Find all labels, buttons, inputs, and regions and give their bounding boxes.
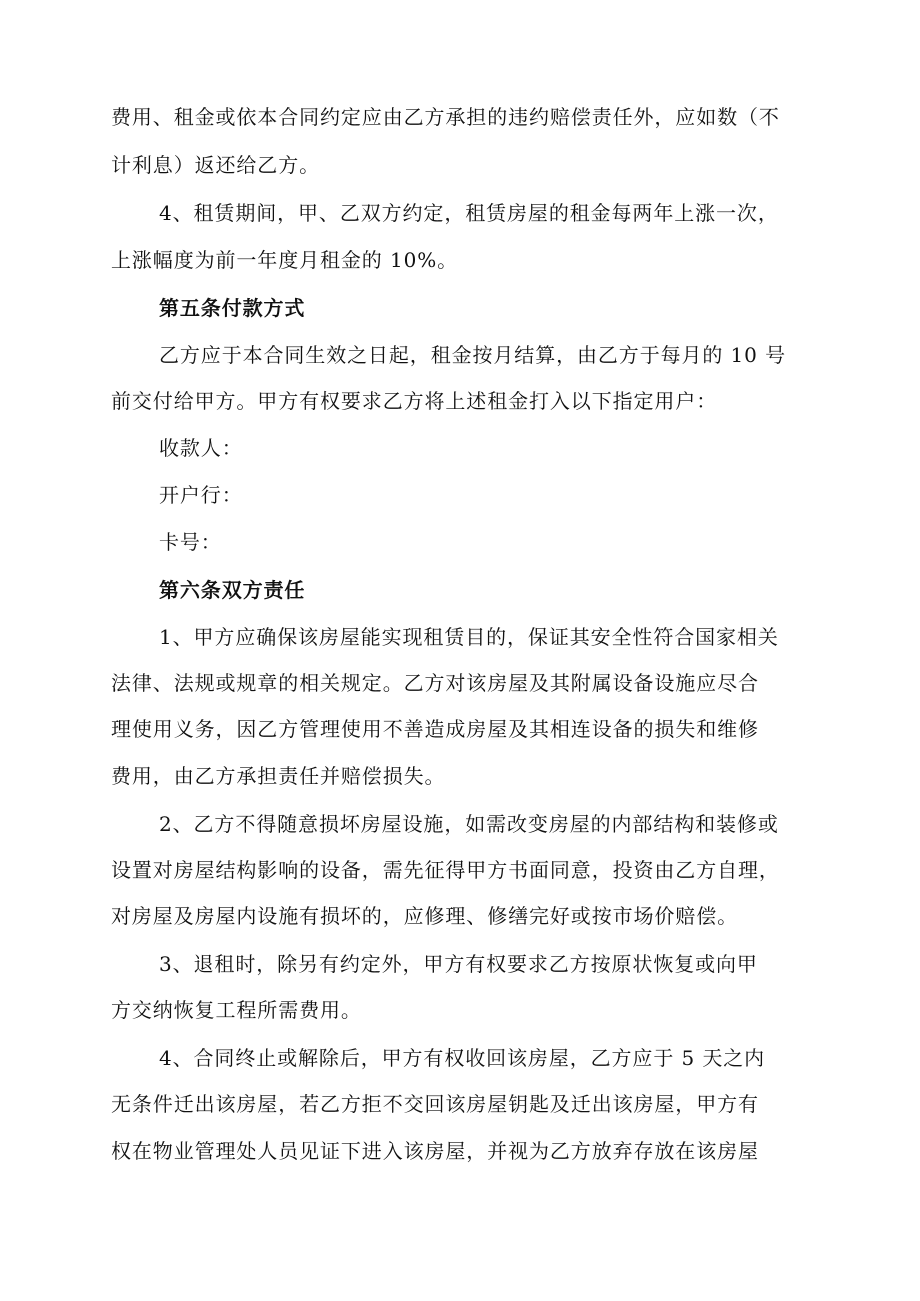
card-number-field: 卡号：: [159, 530, 222, 554]
text-line: 上涨幅度为前一年度月租金的 10%。: [111, 248, 459, 272]
text-line: 费用，由乙方承担责任并赔偿损失。: [111, 764, 446, 788]
text-line: 权在物业管理处人员见证下进入该房屋，并视为乙方放弃存放在该房屋: [111, 1139, 759, 1163]
text-line: 对房屋及房屋内设施有损坏的，应修理、修缮完好或按市场价赔偿。: [111, 904, 738, 928]
text-line: 乙方应于本合同生效之日起，租金按月结算，由乙方于每月的 10 号: [159, 343, 786, 367]
payee-field: 收款人：: [159, 436, 243, 460]
text-line: 理使用义务，因乙方管理使用不善造成房屋及其相连设备的损失和维修: [111, 717, 759, 741]
section-heading: 第六条双方责任: [159, 578, 306, 602]
text-line: 计利息）返还给乙方。: [111, 153, 320, 177]
text-line: 2、乙方不得随意损坏房屋设施，如需改变房屋的内部结构和装修或: [159, 812, 779, 836]
text-line: 费用、租金或依本合同约定应由乙方承担的违约赔偿责任外，应如数（不: [111, 105, 780, 129]
text-line: 1、甲方应确保该房屋能实现租赁目的，保证其安全性符合国家相关: [159, 625, 779, 649]
text-line: 设置对房屋结构影响的设备，需先征得甲方书面同意，投资由乙方自理，: [111, 858, 780, 882]
section-heading: 第五条付款方式: [159, 296, 306, 320]
text-line: 4、合同终止或解除后，甲方有权收回该房屋，乙方应于 5 天之内: [159, 1046, 766, 1070]
bank-field: 开户行：: [159, 483, 243, 507]
text-line: 前交付给甲方。甲方有权要求乙方将上述租金打入以下指定用户：: [111, 389, 718, 413]
text-line: 4、租赁期间，甲、乙双方约定，租赁房屋的租金每两年上涨一次，: [159, 201, 779, 225]
text-line: 方交纳恢复工程所需费用。: [111, 998, 362, 1022]
text-line: 3、退租时，除另有约定外，甲方有权要求乙方按原状恢复或向甲: [159, 952, 758, 976]
text-line: 法律、法规或规章的相关规定。乙方对该房屋及其附属设备设施应尽合: [111, 671, 759, 695]
text-line: 无条件迁出该房屋，若乙方拒不交回该房屋钥匙及迁出该房屋，甲方有: [111, 1092, 759, 1116]
